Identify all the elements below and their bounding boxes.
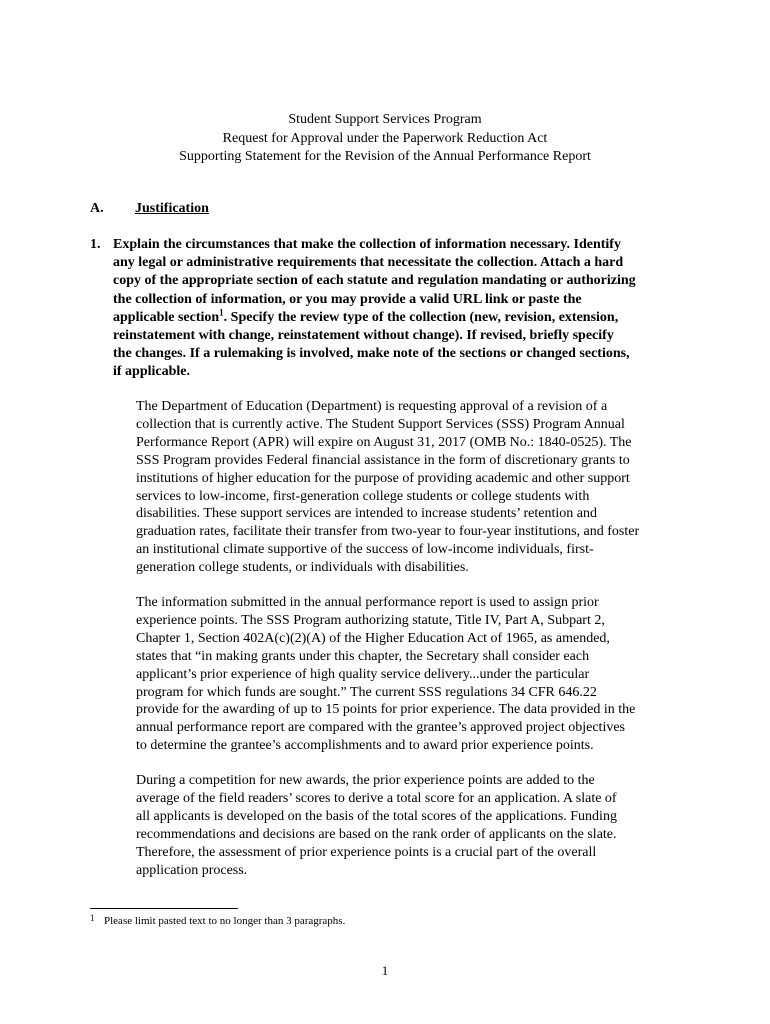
question-text-part-2: . Specify the review type of the collection (new, revision, extension, reinstatement with change, reinstatement without change). If revised, briefly specify the changes. If a rulemaking is involved, make note of the sections or changed sections, if applicable. [113, 309, 630, 380]
body-paragraph-3: During a competition for new awards, the prior experience points are added to the average of the field readers’ scores to derive a total score for an application. A slate of all applicants is developed on the basis of the total scores of the applications. Funding recommendations and decisions are based on the rank order of applicants on the slate. Therefore, the assessment of prior experience points is a crucial part of the overall application process. [136, 773, 617, 878]
document-title-block [0, 111, 770, 167]
body-paragraph-1: The Department of Education (Department) is requesting approval of a revision of a collection that is currently active. The Student Support Services (SSS) Program Annual Performance Report (APR) will expire on August 31, 2017 (OMB No.: 1840-0525). The SSS Program provides Federal financial assistance in the form of discretionary grants to institutions of higher education for the purpose of providing academic and other support services to low-income, first-generation college students or college students with disabilities. These support services are intended to increase students’ retention and graduation rates, facilitate their transfer from two-year to four-year institutions, and foster an institutional climate supportive of the success of low-income individuals, first- generation college students, or individuals with disabilities. [136, 399, 640, 576]
footnote-text: Please limit pasted text to no longer than 3 paragraphs. [104, 915, 346, 927]
question-1 [90, 236, 690, 382]
title-line-program: Student Support Services Program [288, 112, 482, 127]
page-number: 1 [381, 963, 389, 978]
footnote [90, 913, 345, 927]
question-text [113, 236, 690, 382]
body-paragraph-2: The information submitted in the annual performance report is used to assign prior experience points. The SSS Program authorizing statute, Title IV, Part A, Subpart 2, Chapter 1, Section 402A(c)(2)(A) of the Higher Education Act of 1965, as amended, states that “in making grants under this chapter, the Secretary shall consider each applicant’s prior experience of high quality service delivery...under the particular program for which funds are sought.” The current SSS regulations 34 CFR 646.22 provide for the awarding of up to 15 points for prior experience. The data provided in the annual performance report are compared with the grantee’s approved project objectives to determine the grantee’s accomplishments and to award prior experience points. [136, 595, 636, 754]
section-a-heading [90, 201, 209, 217]
question-text-part-1: Explain the circumstances that make the collection of information necessary. Identify any legal or administrative requirements that necessitate the collection. Attach a hard copy of the appropriate section of each statute and regulation mandating or authorizing the collection of information, or you may provide a valid URL link or paste the applicable section [113, 237, 636, 325]
footnote-mark: 1 [90, 913, 95, 923]
section-number: A. [90, 201, 104, 216]
title-line-request: Request for Approval under the Paperwork Reduction Act [222, 130, 548, 146]
question-number: 1. [90, 237, 101, 252]
footnote-reference: 1 [219, 307, 224, 318]
footnote-divider [90, 908, 238, 909]
section-label: Justification [135, 201, 209, 216]
title-line-statement: Supporting Statement for the Revision of the Annual Performance Report [179, 149, 591, 164]
